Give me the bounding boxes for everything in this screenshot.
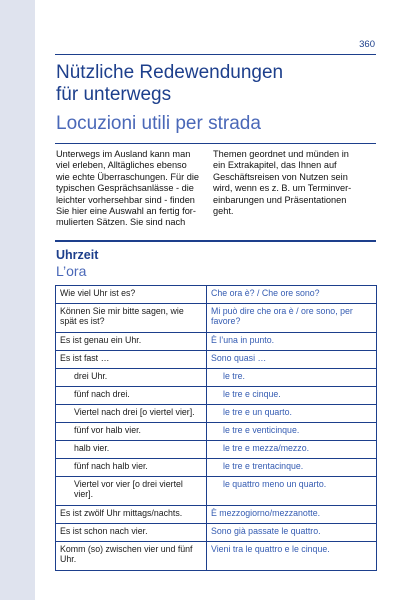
italian-phrase: le tre e un quarto. [207, 405, 377, 423]
intro-line: Themen geordnet und münden in [213, 149, 349, 159]
top-divider [55, 54, 376, 55]
section-divider [55, 240, 376, 242]
italian-phrase: È mezzogiorno/mezzanotte. [207, 506, 377, 524]
page-title-german-line-1: Nützliche Redewendungen [56, 62, 284, 83]
italian-phrase: È l’una in punto. [207, 333, 377, 351]
table-row [56, 477, 377, 506]
italian-phrase: Sono quasi … [207, 351, 377, 369]
italian-phrase: le tre e venticinque. [207, 423, 377, 441]
intro-text-right [213, 149, 367, 217]
intro-line: wird, wenn es z. B. um Terminver- [213, 183, 352, 194]
table-row [56, 423, 377, 441]
table-row [56, 524, 377, 542]
table-row [56, 542, 377, 571]
intro-line: viel erleben, Alltägliches ebenso [56, 160, 187, 171]
intro-text-left [56, 149, 210, 229]
german-phrase: Es ist fast … [56, 351, 207, 369]
italian-phrase: le tre e cinque. [207, 387, 377, 405]
table-row [56, 351, 377, 369]
phrase-table [55, 285, 377, 571]
page-number: 360 [359, 39, 375, 50]
german-phrase: fünf vor halb vier. [56, 423, 207, 441]
german-phrase: Es ist zwölf Uhr mittags/nachts. [56, 506, 207, 524]
table-row [56, 304, 377, 333]
german-phrase: fünf nach drei. [56, 387, 207, 405]
italian-phrase: Mi può dire che ora è / ore sono, per favore? [207, 304, 377, 333]
table-row [56, 405, 377, 423]
table-row [56, 387, 377, 405]
page-title-german [56, 62, 386, 106]
intro-line: Sie hier eine Auswahl an fertig for- [56, 206, 196, 217]
german-phrase: drei Uhr. [56, 369, 207, 387]
intro-line: ein Extrakapitel, das Ihnen auf [213, 160, 337, 171]
table-row [56, 333, 377, 351]
italian-phrase: Sono già passate le quattro. [207, 524, 377, 542]
italian-phrase: Vieni tra le quattro e le cinque. [207, 542, 377, 571]
section-title-italian: L’ora [56, 263, 87, 279]
intro-line: typischen Gesprächsanlässe - die [56, 183, 194, 194]
italian-phrase: Che ora è? / Che ore sono? [207, 286, 377, 304]
page-title-german-line-2: für unterwegs [56, 84, 172, 105]
german-phrase: Viertel vor vier [o drei viertel vier]. [56, 477, 207, 506]
italian-phrase: le tre e mezza/mezzo. [207, 441, 377, 459]
table-row [56, 459, 377, 477]
german-phrase: halb vier. [56, 441, 207, 459]
german-phrase: Es ist genau ein Uhr. [56, 333, 207, 351]
intro-line: Unterwegs im Ausland kann man [56, 149, 191, 159]
intro-line: wie echte Überraschungen. Für die [56, 171, 199, 182]
german-phrase: Es ist schon nach vier. [56, 524, 207, 542]
german-phrase: Viertel nach drei [o viertel vier]. [56, 405, 207, 423]
german-phrase: Komm (so) zwischen vier und fünf Uhr. [56, 542, 207, 571]
intro-line: Geschäftsreisen von Nutzen sein [213, 171, 348, 182]
italian-phrase: le quattro meno un quarto. [207, 477, 377, 506]
intro-line: leichter vorhersehbar sind - finden [56, 194, 195, 205]
table-row [56, 369, 377, 387]
table-row [56, 506, 377, 524]
page-title-italian: Locuzioni utili per strada [56, 113, 261, 134]
italian-phrase: le tre e trentacinque. [207, 459, 377, 477]
table-row [56, 286, 377, 304]
german-phrase: fünf nach halb vier. [56, 459, 207, 477]
german-phrase: Wie viel Uhr ist es? [56, 286, 207, 304]
intro-line: geht. [213, 206, 234, 217]
intro-divider [55, 143, 376, 144]
german-phrase: Können Sie mir bitte sagen, wie spät es ist? [56, 304, 207, 333]
intro-line: mulierten Sätzen. Sie sind nach [56, 217, 186, 228]
italian-phrase: le tre. [207, 369, 377, 387]
table-row [56, 441, 377, 459]
section-title-german: Uhrzeit [56, 248, 99, 262]
page-margin-bar [0, 0, 35, 600]
intro-line: einbarungen und Präsentationen [213, 194, 347, 205]
